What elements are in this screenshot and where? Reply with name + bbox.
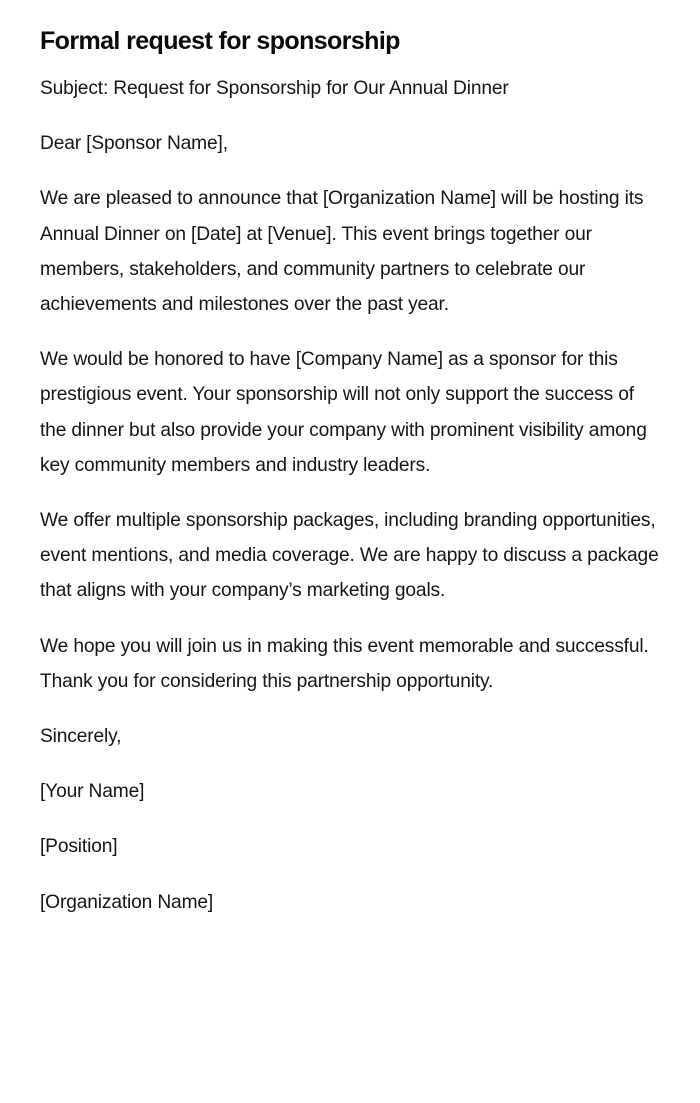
body-paragraph-announcement: We are pleased to announce that [Organization Name] will be hosting its Annual Dinner on [Date] at [Venue]. This event brings together our members, stakeholders, and community partners to celebrate our achievements and milestones over the past year. xyxy=(40,188,644,316)
document-title: Formal request for sponsorship xyxy=(40,27,400,55)
body-paragraph-packages: We offer multiple sponsorship packages, including branding opportunities, event mentions, and media coverage. We are happy to discuss a package that aligns with your company’s marketing goals. xyxy=(40,510,659,602)
signature-name: [Your Name] xyxy=(40,781,145,803)
body-paragraph-sponsor-invite: We would be honored to have [Company Name] as a sponsor for this prestigious event. Your sponsorship will not only support the success of the dinner but also provide your company with prominent visibility among key community members and industry leaders. xyxy=(40,349,647,476)
salutation: Dear [Sponsor Name], xyxy=(40,133,228,155)
signature-organization: [Organization Name] xyxy=(40,891,214,913)
subject-line: Subject: Request for Sponsorship for Our Annual Dinner xyxy=(40,78,509,99)
closing: Sincerely, xyxy=(40,726,122,748)
body-paragraph-closing-thanks: We hope you will join us in making this event memorable and successful. Thank you for considering this partnership opportunity. xyxy=(40,635,649,692)
signature-position: [Position] xyxy=(40,836,118,858)
